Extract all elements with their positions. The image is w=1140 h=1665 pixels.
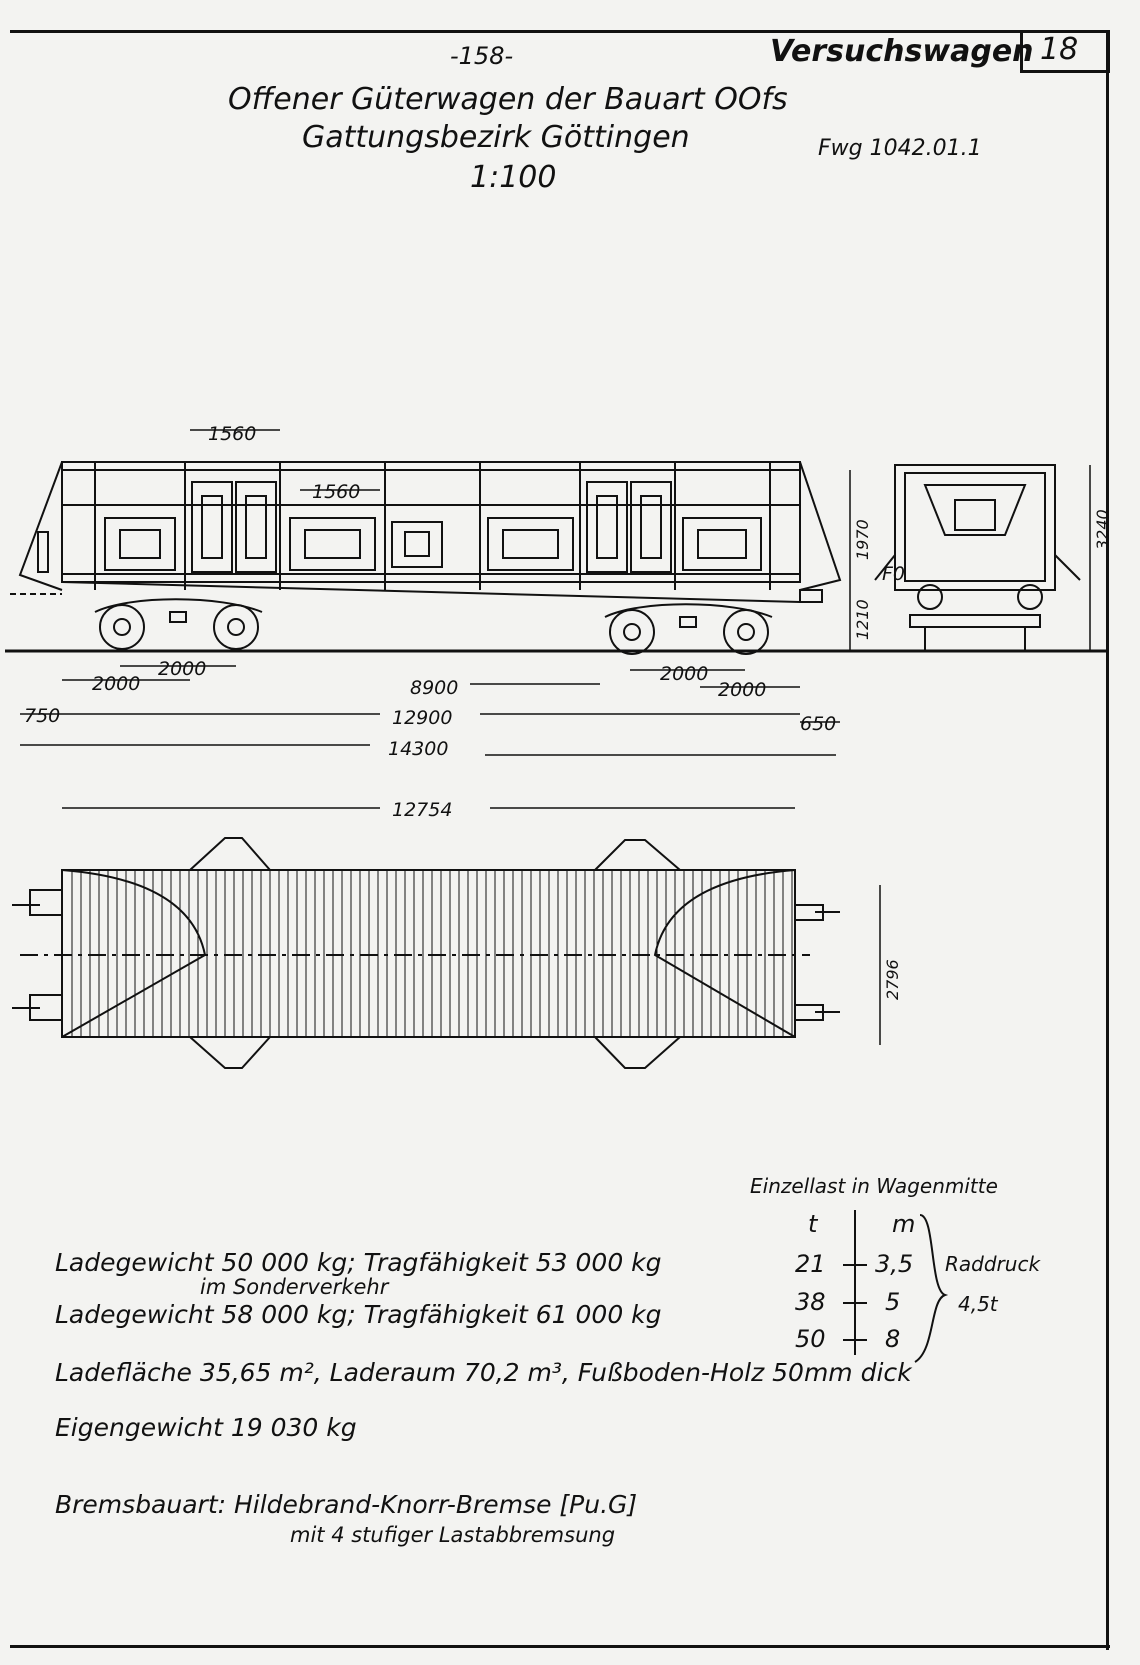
end-view bbox=[875, 465, 1080, 651]
dim-bogie-centres: 8900 bbox=[410, 677, 459, 699]
note-special-traffic: im Sonderverkehr bbox=[200, 1275, 389, 1299]
wheel-load-label: Raddruck bbox=[945, 1252, 1041, 1276]
dimension-labels bbox=[24, 423, 1112, 1000]
load-table-col-m: m bbox=[892, 1210, 916, 1238]
dim-overhang-left: 750 bbox=[24, 705, 61, 727]
sheet-number: 18 bbox=[1040, 32, 1079, 67]
load-row-m: 5 bbox=[885, 1288, 901, 1316]
end-body bbox=[895, 465, 1055, 590]
dim-overhang-right: 650 bbox=[800, 713, 837, 735]
drawing-scale: 1:100 bbox=[470, 160, 557, 195]
body-end-left bbox=[20, 462, 62, 590]
note-load-2: Ladegewicht 58 000 kg; Tragfähigkeit 61 000 kg bbox=[55, 1300, 662, 1329]
floor-boards bbox=[72, 870, 792, 1037]
dim-overall-height: 3240 bbox=[1093, 509, 1112, 550]
note-tare: Eigengewicht 19 030 kg bbox=[55, 1413, 357, 1442]
drawing-subtitle: Gattungsbezirk Göttingen bbox=[302, 120, 690, 155]
load-table-col-t: t bbox=[808, 1210, 818, 1238]
dim-end-detail: F0 bbox=[882, 563, 906, 585]
wheel-load-value: 4,5t bbox=[958, 1292, 998, 1316]
load-row-t: 38 bbox=[795, 1288, 826, 1316]
load-row-m: 8 bbox=[885, 1325, 901, 1353]
dim-over-buffers: 14300 bbox=[388, 738, 449, 760]
bogie-left bbox=[95, 599, 262, 649]
plan-floor bbox=[62, 870, 795, 1037]
dim-floor-height: 1210 bbox=[853, 599, 872, 640]
note-brake-sub: mit 4 stufiger Lastabbremsung bbox=[290, 1523, 616, 1547]
side-view bbox=[5, 462, 1108, 654]
dim-bogie-right-b: 2000 bbox=[718, 679, 767, 701]
dim-plan-width: 2796 bbox=[883, 959, 902, 1000]
side-panels bbox=[105, 518, 761, 570]
dim-door-top: 1560 bbox=[208, 423, 257, 445]
plan-view bbox=[12, 838, 840, 1068]
note-floor: Ladefläche 35,65 m², Laderaum 70,2 m³, Fußboden-Holz 50mm dick bbox=[55, 1358, 912, 1387]
dim-side-height: 1970 bbox=[853, 519, 872, 560]
dim-bogie-left-b: 2000 bbox=[158, 658, 207, 680]
load-row-m: 3,5 bbox=[875, 1250, 914, 1278]
load-row-t: 50 bbox=[795, 1325, 826, 1353]
load-row-t: 21 bbox=[795, 1250, 826, 1278]
dim-bogie-right-a: 2000 bbox=[660, 663, 709, 685]
dim-over-headstocks: 12900 bbox=[392, 707, 453, 729]
dim-bogie-left-a: 2000 bbox=[92, 673, 141, 695]
note-brake: Bremsbauart: Hildebrand-Knorr-Bremse [Pu.G] bbox=[55, 1490, 638, 1519]
drawing-title: Offener Güterwagen der Bauart OOfs bbox=[228, 82, 788, 117]
drawing-number: Fwg 1042.01.1 bbox=[818, 136, 982, 161]
body-end-right bbox=[800, 462, 840, 590]
dim-door-inner: 1560 bbox=[312, 481, 361, 503]
wagon-type-label: Versuchswagen bbox=[770, 34, 1034, 69]
load-table-caption: Einzellast in Wagenmitte bbox=[750, 1174, 998, 1198]
bogie-right bbox=[605, 604, 772, 654]
side-doors bbox=[192, 482, 671, 572]
note-load-1: Ladegewicht 50 000 kg; Tragfähigkeit 53 000 kg bbox=[55, 1248, 662, 1277]
dim-plan-length: 12754 bbox=[392, 799, 453, 821]
page-number: -158- bbox=[450, 42, 514, 70]
